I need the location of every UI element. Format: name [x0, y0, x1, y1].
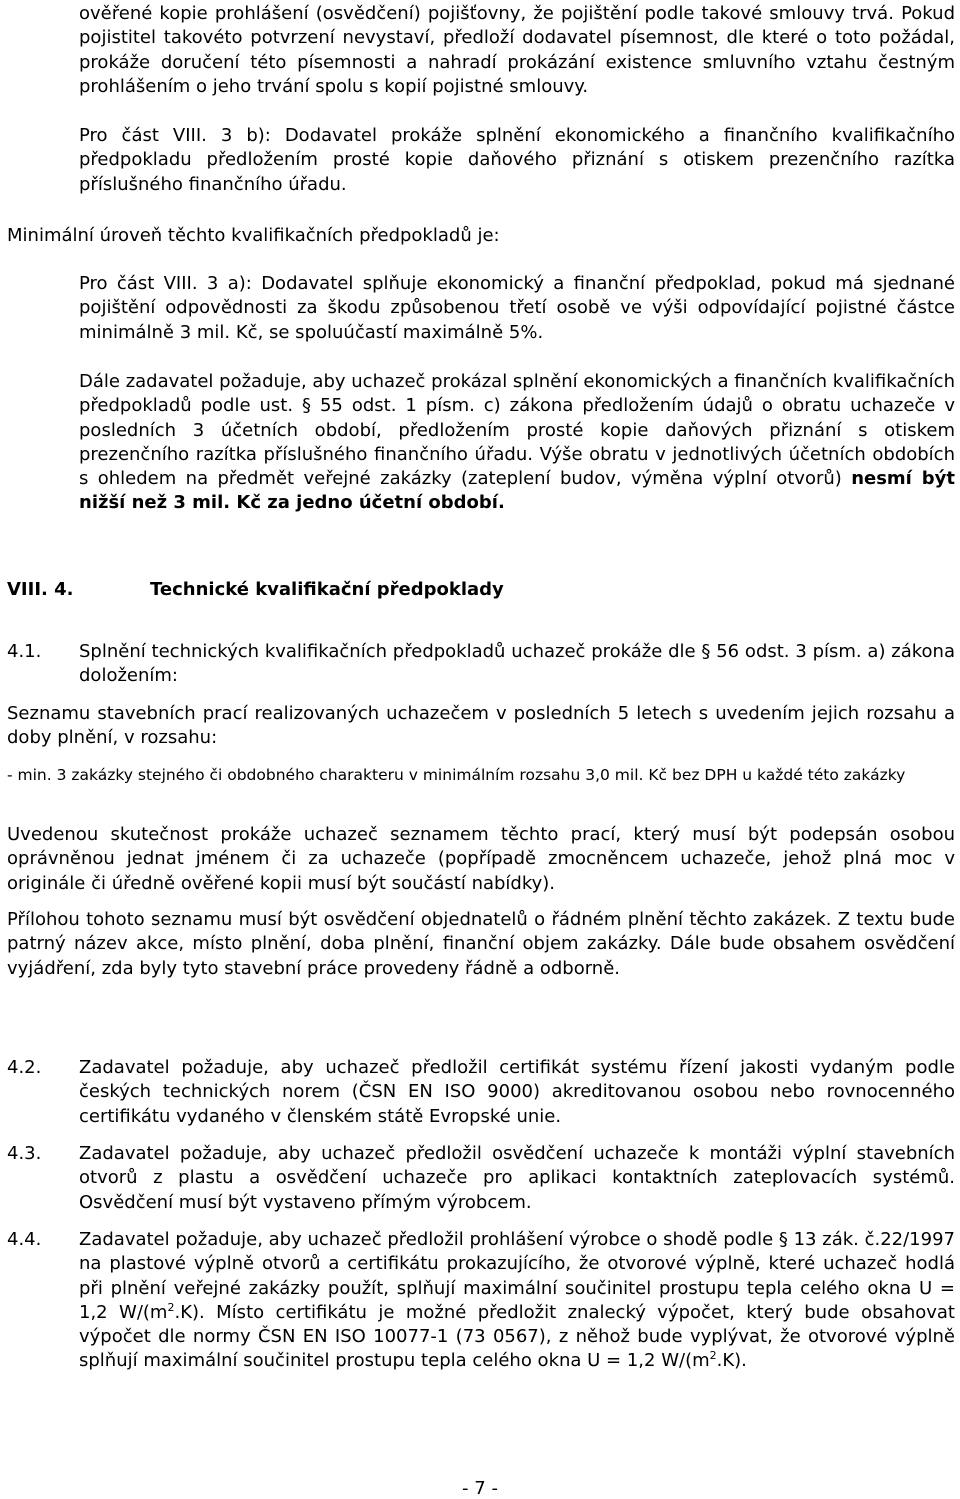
- superscript-2: 2: [709, 1349, 717, 1363]
- item-4-4-number: 4.4.: [7, 1229, 42, 1250]
- item-4-2-text: Zadavatel požaduje, aby uchazeč předložil certifikát systému řízení jakosti vydaným podle českých technických norem (ČSN EN ISO 9000) akreditovanou osobou nebo rovnocenného certifikátu vydaného v členském státě Evropské unie.: [79, 1057, 955, 1127]
- superscript-2: 2: [167, 1300, 175, 1314]
- item-4-1-text: Splnění technických kvalifikačních předpokladů uchazeč prokáže dle § 56 odst. 3 písm. a) zákona doložením:: [79, 641, 955, 687]
- section-number: VIII. 4.: [7, 579, 74, 600]
- item-4-4-text-a: Zadavatel požaduje, aby uchazeč předložil prohlášení výrobce o shodě podle § 13 zák. č.22/1997 na plastové výplně otvorů a certifikátu prokazujícího, že otvorové výplně, které uchazeč hodlá při plnění veřejné zakázky použít, splňují maximální součinitel prostupu tepla celého okna U = 1,2 W/(m: [79, 1229, 955, 1323]
- section-title: Technické kvalifikační předpoklady: [150, 579, 504, 600]
- item-4-3-number: 4.3.: [7, 1143, 42, 1164]
- item-4-4-text-b: .K). Místo certifikátu je možné předložit znalecký výpočet, který bude obsahovat výpočet dle normy ČSN EN ISO 10077-1 (73 0567), z něhož bude vyplývat, že otvorové výplně splňují maximální součinitel prostupu tepla celého okna U = 1,2 W/(m: [79, 1301, 955, 1372]
- item-4-4-text: [79, 1228, 955, 1374]
- item-4-2-number: 4.2.: [7, 1057, 42, 1078]
- attachment-paragraph: Přílohou tohoto seznamu musí být osvědčení objednatelů o řádném plnění těchto zakázek. Z textu bude patrný název akce, místo plnění, doba plnění, finanční objem zakázky. Dále bude obsahem osvědčení vyjádření, zda byly tyto stavební práce provedeny řádně a odborně.: [7, 909, 955, 979]
- item-4-3-text: Zadavatel požaduje, aby uchazeč předložil osvědčení uchazeče k montáži výplní stavebních otvorů z plastu a osvědčení uchazeče pro aplikaci kontaktních zateplovacích systémů. Osvědčení musí být vystaveno přímým výrobcem.: [79, 1143, 955, 1213]
- further-requirement-text: Dále zadavatel požaduje, aby uchazeč prokázal splnění ekonomických a finančních kvalifikačních předpokladů podle ust. § 55 odst. 1 písm. c) zákona předložením údajů o obratu uchazeče v posledních 3 účetních období, předložením prosté kopie daňových přiznání s otiskem prezenčního razítka příslušného finančního úřadu. Výše obratu v jednotlivých účetních obdobích s ohledem na předmět veřejné zakázky (zateplení budov, výměna výplní otvorů): [79, 371, 955, 490]
- part-3a-paragraph: Pro část VIII. 3 a): Dodavatel splňuje ekonomický a finanční předpoklad, pokud má sjednané pojištění odpovědnosti za škodu způsobenou třetí osobě ve výši odpovídající pojistné částce minimálně 3 mil. Kč, se spoluúčastí maximálně 5%.: [79, 273, 955, 343]
- item-4-1-number: 4.1.: [7, 641, 42, 662]
- further-requirement-paragraph: [79, 370, 955, 516]
- intro-paragraph: ověřené kopie prohlášení (osvědčení) pojišťovny, že pojištění podle takové smlouvy trvá. Pokud pojistitel takovéto potvrzení nevystaví, předloží dodavatel písemnost, dle které o toto požádal, prokáže doručení této písemnosti a nahradí prokázání existence smluvního vztahu čestným prohlášením o jeho trvání spolu s kopií pojistné smlouvy.: [79, 3, 955, 97]
- page-number: - 7 -: [462, 1478, 498, 1499]
- item-4-4-text-c: .K).: [716, 1350, 747, 1372]
- list-intro-paragraph: Seznamu stavebních prací realizovaných uchazečem v posledních 5 letech s uvedením jejich rozsahu a doby plnění, v rozsahu:: [7, 703, 955, 749]
- min-requirement-text: - min. 3 zakázky stejného či obdobného charakteru v minimálním rozsahu 3,0 mil. Kč bez DPH u každé této zakázky: [7, 766, 906, 784]
- proof-paragraph: Uvedenou skutečnost prokáže uchazeč seznamem těchto prací, který musí být podepsán osobou oprávněnou jednat jménem či za uchazeče (popřípadě zmocněncem uchazeče, jehož plná moc v originále či úředně ověřené kopii musí být součástí nabídky).: [7, 824, 955, 894]
- further-requirement-bold: nesmí být nižší než 3 mil. Kč za jedno účetní období.: [79, 468, 955, 514]
- part-3b-paragraph: Pro část VIII. 3 b): Dodavatel prokáže splnění ekonomického a finančního kvalifikačního předpokladu předložením prosté kopie daňového přiznání s otiskem prezenčního razítka příslušného finančního úřadu.: [79, 125, 955, 195]
- minimal-level-heading: Minimální úroveň těchto kvalifikačních předpokladů je:: [7, 225, 500, 246]
